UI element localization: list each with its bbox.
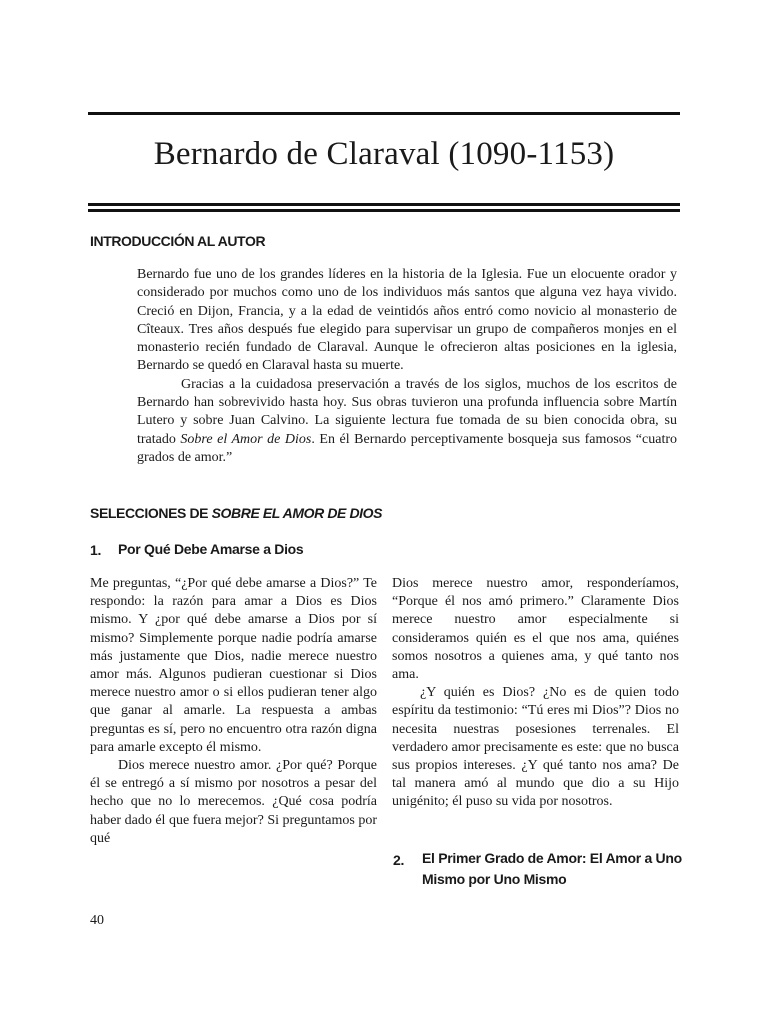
selections-heading: [90, 505, 382, 521]
title-rule-lower: [88, 209, 680, 212]
section-1-title: Por Qué Debe Amarse a Dios: [118, 541, 304, 557]
left-paragraph-1: Me preguntas, “¿Por qué debe amarse a Dios?” Te respondo: la razón para amar a Dios es Dios mismo. Y ¿por qué debe amarse a Dios por sí mismo? Simplemente porque nadie podría amarse más justamente que Dios, nadie merece nuestro amor más. Algunos pudieran cuestionar si Dios merece nuestro amor o si ellos pudieran tener algo que ganar al amarle. La respuesta a ambas preguntas es sí, pero no encuentro otra razón digna para amarle excepto él mismo.: [90, 576, 377, 755]
selections-heading-title: SOBRE EL AMOR DE DIOS: [211, 505, 383, 521]
intro-heading: INTRODUCCIÓN AL AUTOR: [90, 233, 266, 249]
page-number: 40: [90, 913, 104, 928]
intro-paragraph-2: [137, 376, 677, 467]
right-column: [392, 575, 679, 812]
section-2-number: 2.: [393, 852, 405, 868]
selections-heading-prefix: SELECCIONES DE: [90, 505, 212, 521]
top-rule: [88, 112, 680, 115]
left-paragraph-2: Dios merece nuestro amor. ¿Por qué? Porque él se entregó a sí mismo por nosotros a pesar del hecho que no lo merecemos. ¿Qué cosa podría haber dado él que fuera mejor? Si preguntamos por qué: [90, 758, 377, 846]
right-paragraph-1: Dios merece nuestro amor, responderíamos, “Porque él nos amó primero.” Claramente Dios merece nuestro amor especialmente si consideramos quién es el que nos ama, quiénes somos nosotros a quienes ama, y qué tanto nos ama.: [392, 576, 679, 683]
section-1-number: 1.: [90, 542, 102, 558]
title-rule-upper: [88, 203, 680, 206]
intro-paragraph-2-text: Gracias a la cuidadosa preservación a través de los siglos, muchos de los escritos de Bernardo han sobrevivido hasta hoy. Sus obras tuvieron una profunda influencia sobre Martín Lutero y sobre Juan Calvino. La siguiente lectura fue tomada de su bien conocida obra, su tratado: [137, 376, 677, 447]
section-2-title: El Primer Grado de Amor: El Amor a Uno Mismo por Uno Mismo: [422, 850, 682, 887]
right-paragraph-2: ¿Y quién es Dios? ¿No es de quien todo espíritu da testimonio: “Tú eres mi Dios”? Dios no necesita nuestras posesiones terrenales. El verdadero amor precisamente es este: que no busca sus propios intereses. ¿Y qué tanto nos ama? De tal manera amó al mundo que dio a su Hijo unigénito; él puso su vida por nosotros.: [392, 685, 679, 810]
left-column: [90, 575, 377, 848]
intro-text: [137, 266, 677, 467]
page-title: Bernardo de Claraval (1090-1153): [153, 136, 615, 172]
intro-paragraph-1: Bernardo fue uno de los grandes líderes en la historia de la Iglesia. Fue un elocuente orador y considerado por muchos como uno de los individuos más santos que alguna vez haya vivido. Creció en Dijon, Francia, y a la edad de veintidós años entró como novicio al monasterio de Cîteaux. Tres años después fue elegido para supervisar un grupo de compañeros monjes en el monasterio recién fundado de Claraval. Aunque le ofrecieron altas posiciones en la iglesia, Bernardo se quedó en Claraval hasta su muerte.: [137, 267, 677, 374]
intro-paragraph-2-end: . En él Bernardo perceptivamente bosqueja sus famosos “cuatro grados de amor.”: [137, 431, 677, 465]
treatise-title: Sobre el Amor de Dios: [180, 431, 312, 447]
